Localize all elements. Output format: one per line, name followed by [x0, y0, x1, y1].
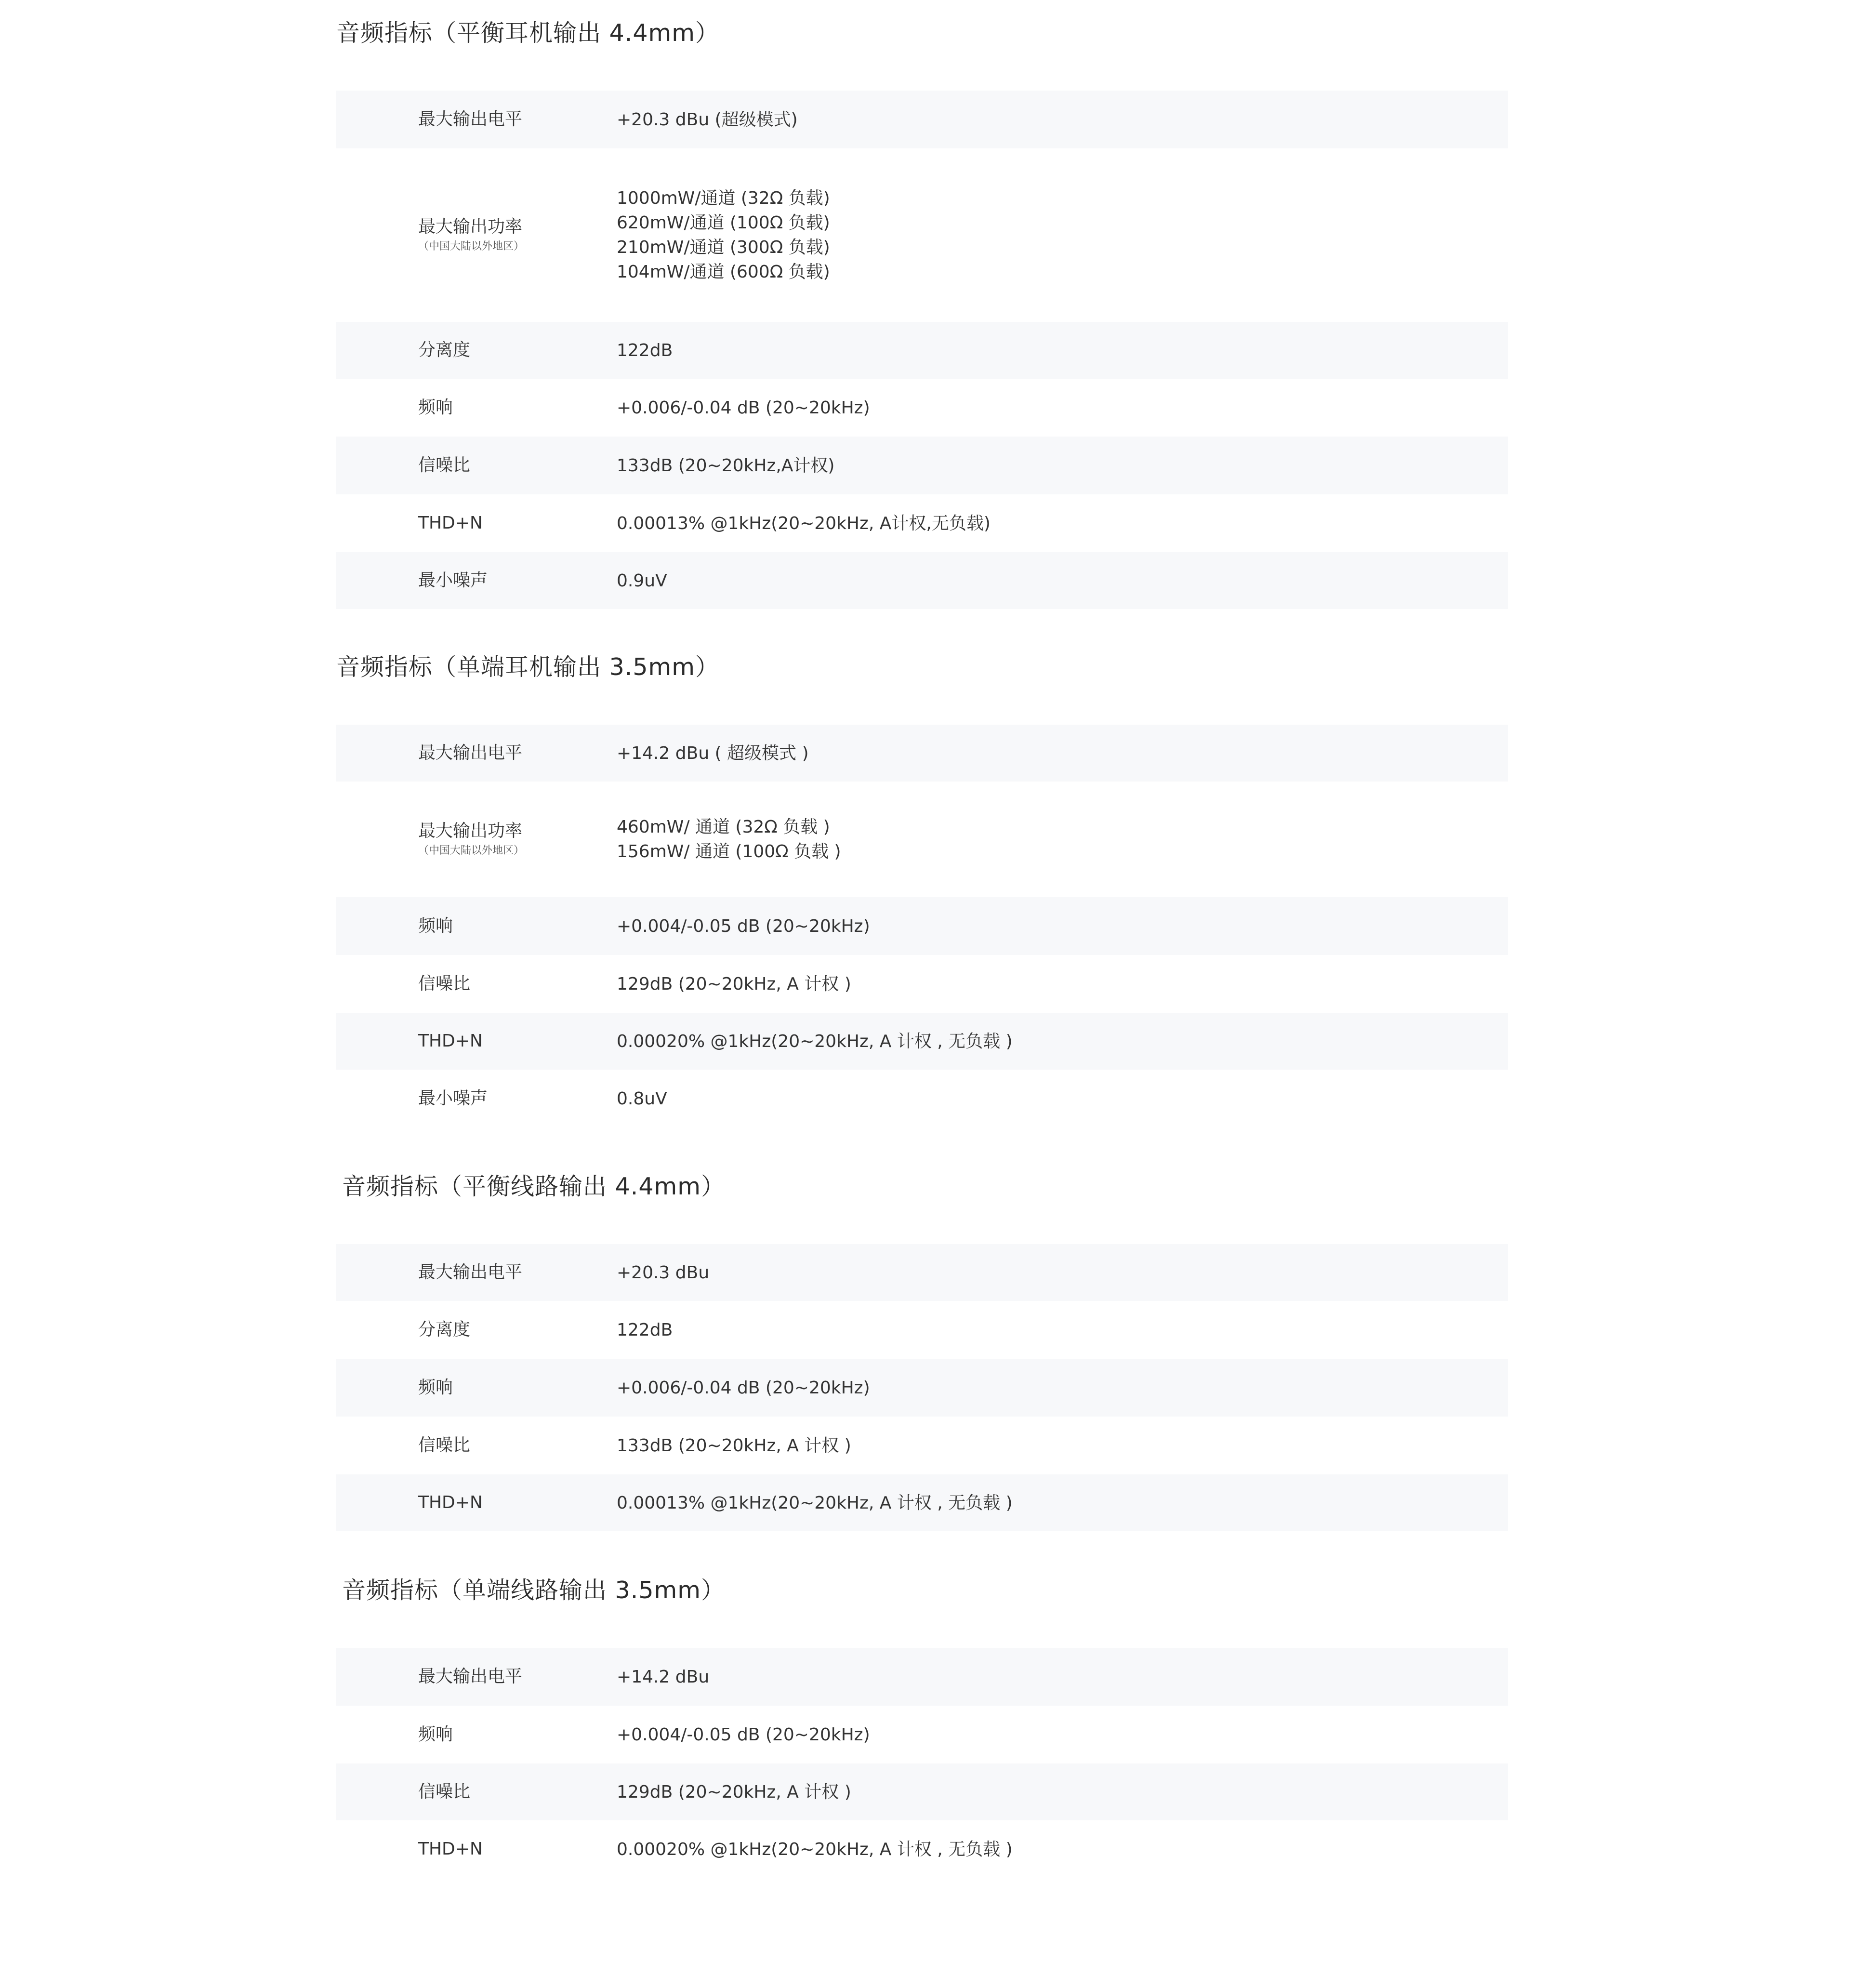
spec-value: +20.3 dBu (超级模式)	[617, 109, 798, 130]
section-title: 音频指标（平衡线路输出 4.4mm）	[342, 1173, 725, 1200]
spec-values	[617, 379, 870, 437]
spec-row	[336, 1244, 1508, 1301]
spec-values	[617, 1474, 1013, 1531]
spec-value: 133dB (20~20kHz,A计权)	[617, 455, 835, 476]
spec-value: 0.9uV	[617, 570, 667, 591]
spec-label	[418, 1013, 483, 1070]
spec-row	[336, 955, 1508, 1013]
spec-values	[617, 955, 851, 1013]
spec-values	[617, 1359, 870, 1417]
spec-value: 0.00013% @1kHz(20~20kHz, A 计权 , 无负载 )	[617, 1493, 1013, 1513]
spec-value: +0.004/-0.05 dB (20~20kHz)	[617, 916, 870, 936]
spec-label	[418, 1474, 483, 1531]
spec-values	[617, 552, 667, 609]
spec-label	[418, 1244, 522, 1301]
spec-values	[617, 1417, 851, 1474]
spec-value: +0.004/-0.05 dB (20~20kHz)	[617, 1724, 870, 1745]
spec-row	[336, 1301, 1508, 1359]
spec-value: 0.00020% @1kHz(20~20kHz, A 计权 , 无负载 )	[617, 1839, 1013, 1859]
spec-row	[336, 1013, 1508, 1070]
spec-row	[336, 1706, 1508, 1763]
spec-values	[617, 494, 991, 552]
spec-row	[336, 552, 1508, 609]
spec-values	[617, 148, 830, 322]
spec-row	[336, 1474, 1508, 1531]
spec-label	[418, 725, 522, 782]
spec-row	[336, 1820, 1508, 1878]
spec-label	[418, 322, 470, 379]
spec-label	[418, 782, 524, 897]
spec-row	[336, 379, 1508, 437]
spec-values	[617, 1820, 1013, 1878]
spec-values	[617, 1013, 1013, 1070]
spec-label	[418, 1706, 453, 1763]
section-title: 音频指标（单端线路输出 3.5mm）	[342, 1577, 725, 1604]
spec-values	[617, 782, 841, 897]
spec-value: 129dB (20~20kHz, A 计权 )	[617, 1782, 851, 1802]
spec-label-text: 最小噪声	[418, 1088, 488, 1109]
spec-label	[418, 897, 453, 955]
spec-label-text: 最大输出电平	[418, 109, 523, 130]
spec-value: 122dB	[617, 1320, 673, 1340]
spec-row	[336, 1763, 1508, 1820]
spec-values	[617, 1648, 709, 1706]
spec-label	[418, 148, 524, 322]
spec-label	[418, 1763, 470, 1820]
spec-value: 0.00013% @1kHz(20~20kHz, A计权,无负载)	[617, 513, 991, 533]
spec-row	[336, 1359, 1508, 1417]
spec-value: 104mW/通道 (600Ω 负载)	[617, 262, 830, 282]
spec-label-text: THD+N	[418, 1493, 483, 1513]
spec-value: +0.006/-0.04 dB (20~20kHz)	[617, 1378, 870, 1398]
spec-values	[617, 437, 834, 494]
spec-label	[418, 1648, 522, 1706]
spec-row	[336, 437, 1508, 494]
spec-value: 460mW/ 通道 (32Ω 负载 )	[617, 817, 830, 837]
spec-row	[336, 494, 1508, 552]
spec-label	[418, 1359, 453, 1417]
spec-label-text: 频响	[418, 1724, 453, 1745]
spec-label-text: THD+N	[418, 1031, 483, 1051]
spec-values	[617, 91, 798, 148]
spec-row	[336, 322, 1508, 379]
spec-label-note: （中国大陆以外地区）	[418, 845, 525, 857]
spec-label	[418, 91, 522, 148]
spec-label	[418, 437, 470, 494]
spec-label-text: 信噪比	[418, 1782, 471, 1802]
spec-label	[418, 552, 488, 609]
spec-value: 210mW/通道 (300Ω 负载)	[617, 238, 830, 257]
spec-label	[418, 1820, 483, 1878]
spec-value: 0.00020% @1kHz(20~20kHz, A 计权 , 无负载 )	[617, 1031, 1013, 1051]
spec-value: 133dB (20~20kHz, A 计权 )	[617, 1435, 851, 1456]
spec-value: 620mW/通道 (100Ω 负载)	[617, 213, 830, 233]
spec-row	[336, 1417, 1508, 1474]
spec-values	[617, 725, 809, 782]
spec-values	[617, 1301, 673, 1359]
spec-row	[336, 1070, 1508, 1127]
spec-label-text: 最小噪声	[418, 570, 488, 591]
spec-row	[336, 782, 1508, 897]
spec-label-note: （中国大陆以外地区）	[418, 240, 525, 253]
section-title: 音频指标（单端耳机输出 3.5mm）	[336, 653, 719, 681]
spec-label-text: 分离度	[418, 1320, 471, 1340]
spec-value: +0.006/-0.04 dB (20~20kHz)	[617, 398, 870, 418]
section-title: 音频指标（平衡耳机输出 4.4mm）	[336, 19, 719, 47]
spec-label-text: 最大输出电平	[418, 1262, 523, 1283]
spec-label	[418, 1070, 488, 1127]
spec-label-text: 分离度	[418, 340, 471, 360]
spec-values	[617, 1244, 709, 1301]
spec-row	[336, 91, 1508, 148]
spec-value: 0.8uV	[617, 1088, 667, 1109]
spec-label-text: 频响	[418, 1378, 453, 1398]
spec-value: 129dB (20~20kHz, A 计权 )	[617, 974, 851, 994]
spec-row	[336, 897, 1508, 955]
spec-label-text: THD+N	[418, 513, 483, 533]
spec-values	[617, 1706, 870, 1763]
spec-label-text: 信噪比	[418, 455, 471, 476]
spec-label-text: 信噪比	[418, 1435, 471, 1456]
spec-row	[336, 1648, 1508, 1706]
spec-value: +14.2 dBu ( 超级模式 )	[617, 743, 809, 763]
spec-label	[418, 1417, 470, 1474]
spec-values	[617, 1070, 667, 1127]
spec-value: +14.2 dBu	[617, 1667, 710, 1687]
spec-value: +20.3 dBu	[617, 1262, 710, 1283]
spec-label	[418, 955, 470, 1013]
spec-label-text: 最大输出功率	[418, 821, 523, 841]
spec-values	[617, 1763, 851, 1820]
spec-label	[418, 494, 483, 552]
spec-label	[418, 1301, 470, 1359]
spec-value: 156mW/ 通道 (100Ω 负载 )	[617, 842, 841, 861]
spec-row	[336, 725, 1508, 782]
spec-label-text: 最大输出电平	[418, 1667, 523, 1687]
spec-label-text: 频响	[418, 398, 453, 418]
spec-values	[617, 322, 673, 379]
spec-value: 1000mW/通道 (32Ω 负载)	[617, 188, 830, 208]
spec-label-text: 最大输出电平	[418, 743, 523, 763]
spec-row	[336, 148, 1508, 322]
spec-label-text: 信噪比	[418, 974, 471, 994]
spec-label-text: THD+N	[418, 1839, 483, 1859]
spec-label	[418, 379, 453, 437]
spec-label-text: 频响	[418, 916, 453, 936]
spec-value: 122dB	[617, 340, 673, 360]
spec-values	[617, 897, 870, 955]
spec-label-text: 最大输出功率	[418, 217, 523, 237]
